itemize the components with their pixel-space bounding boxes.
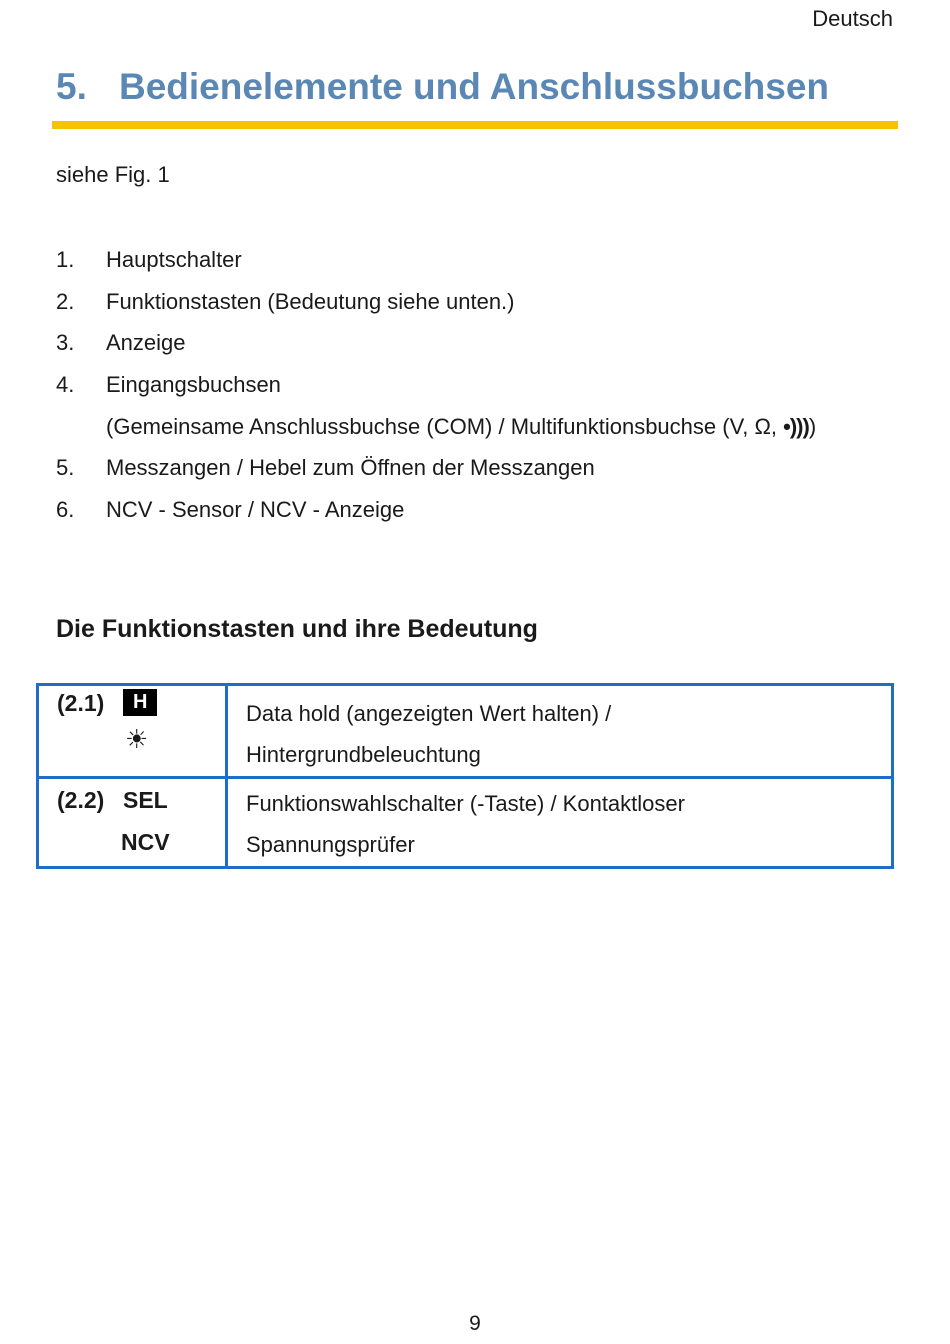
list-item: [56, 328, 816, 370]
section-number: 5.: [56, 66, 87, 107]
list-text: Anzeige: [106, 330, 186, 356]
description-line: Hintergrundbeleuchtung: [246, 742, 481, 767]
list-text: Funktionstasten (Bedeutung siehe unten.): [106, 288, 515, 314]
list-item: [56, 245, 816, 287]
page-number: 9: [469, 1312, 481, 1335]
list-number: 6.: [56, 497, 75, 523]
list-item: [56, 287, 816, 329]
description-line: Funktionswahlschalter (-Taste) / Kontaktloser: [246, 791, 685, 816]
backlight-icon: ☀: [125, 724, 149, 754]
list-item: [56, 453, 816, 495]
table-row: [38, 778, 893, 868]
language-label: Deutsch: [812, 6, 893, 31]
section-heading: [56, 66, 829, 108]
list-text: NCV - Sensor / NCV - Anzeige: [106, 497, 405, 523]
description-line: Spannungsprüfer: [246, 832, 415, 857]
heading-underline: [52, 121, 898, 129]
key-number: (2.1): [57, 690, 105, 716]
list-number: 1.: [56, 247, 75, 272]
list-text: Messzangen / Hebel zum Öffnen der Messzangen: [106, 455, 595, 481]
list-text: Hauptschalter: [106, 247, 242, 272]
list-number: 3.: [56, 330, 75, 356]
key-cell: [38, 778, 227, 868]
table-row: [38, 685, 893, 778]
key-number: (2.2): [57, 787, 105, 813]
key-label-sel: SEL: [123, 787, 168, 813]
description-cell: [227, 778, 893, 868]
key-cell: [38, 685, 227, 778]
intro-text: siehe Fig. 1: [56, 162, 170, 187]
list-item: [56, 370, 816, 412]
list-subtext-end: ): [808, 413, 817, 439]
key-label-ncv: NCV: [121, 829, 170, 855]
list-number: 5.: [56, 455, 75, 481]
keys-heading: Die Funktionstasten und ihre Bedeutung: [56, 615, 538, 643]
function-keys-table: [36, 683, 894, 869]
hold-key-badge: H: [123, 689, 157, 716]
description-cell: [227, 685, 893, 778]
list-item-continuation: [56, 412, 816, 454]
continuity-icon: •))): [783, 413, 809, 439]
list-number: 2.: [56, 288, 75, 314]
description-line: Data hold (angezeigten Wert halten) /: [246, 701, 612, 726]
list-number: 4.: [56, 372, 75, 398]
list-item: [56, 495, 816, 537]
list-subtext: (Gemeinsame Anschlussbuchse (COM) / Multifunktionsbuchse (V, Ω,: [106, 413, 778, 439]
component-list: [56, 245, 816, 537]
list-text: Eingangsbuchsen: [106, 372, 281, 398]
section-title: Bedienelemente und Anschlussbuchsen: [119, 66, 830, 107]
